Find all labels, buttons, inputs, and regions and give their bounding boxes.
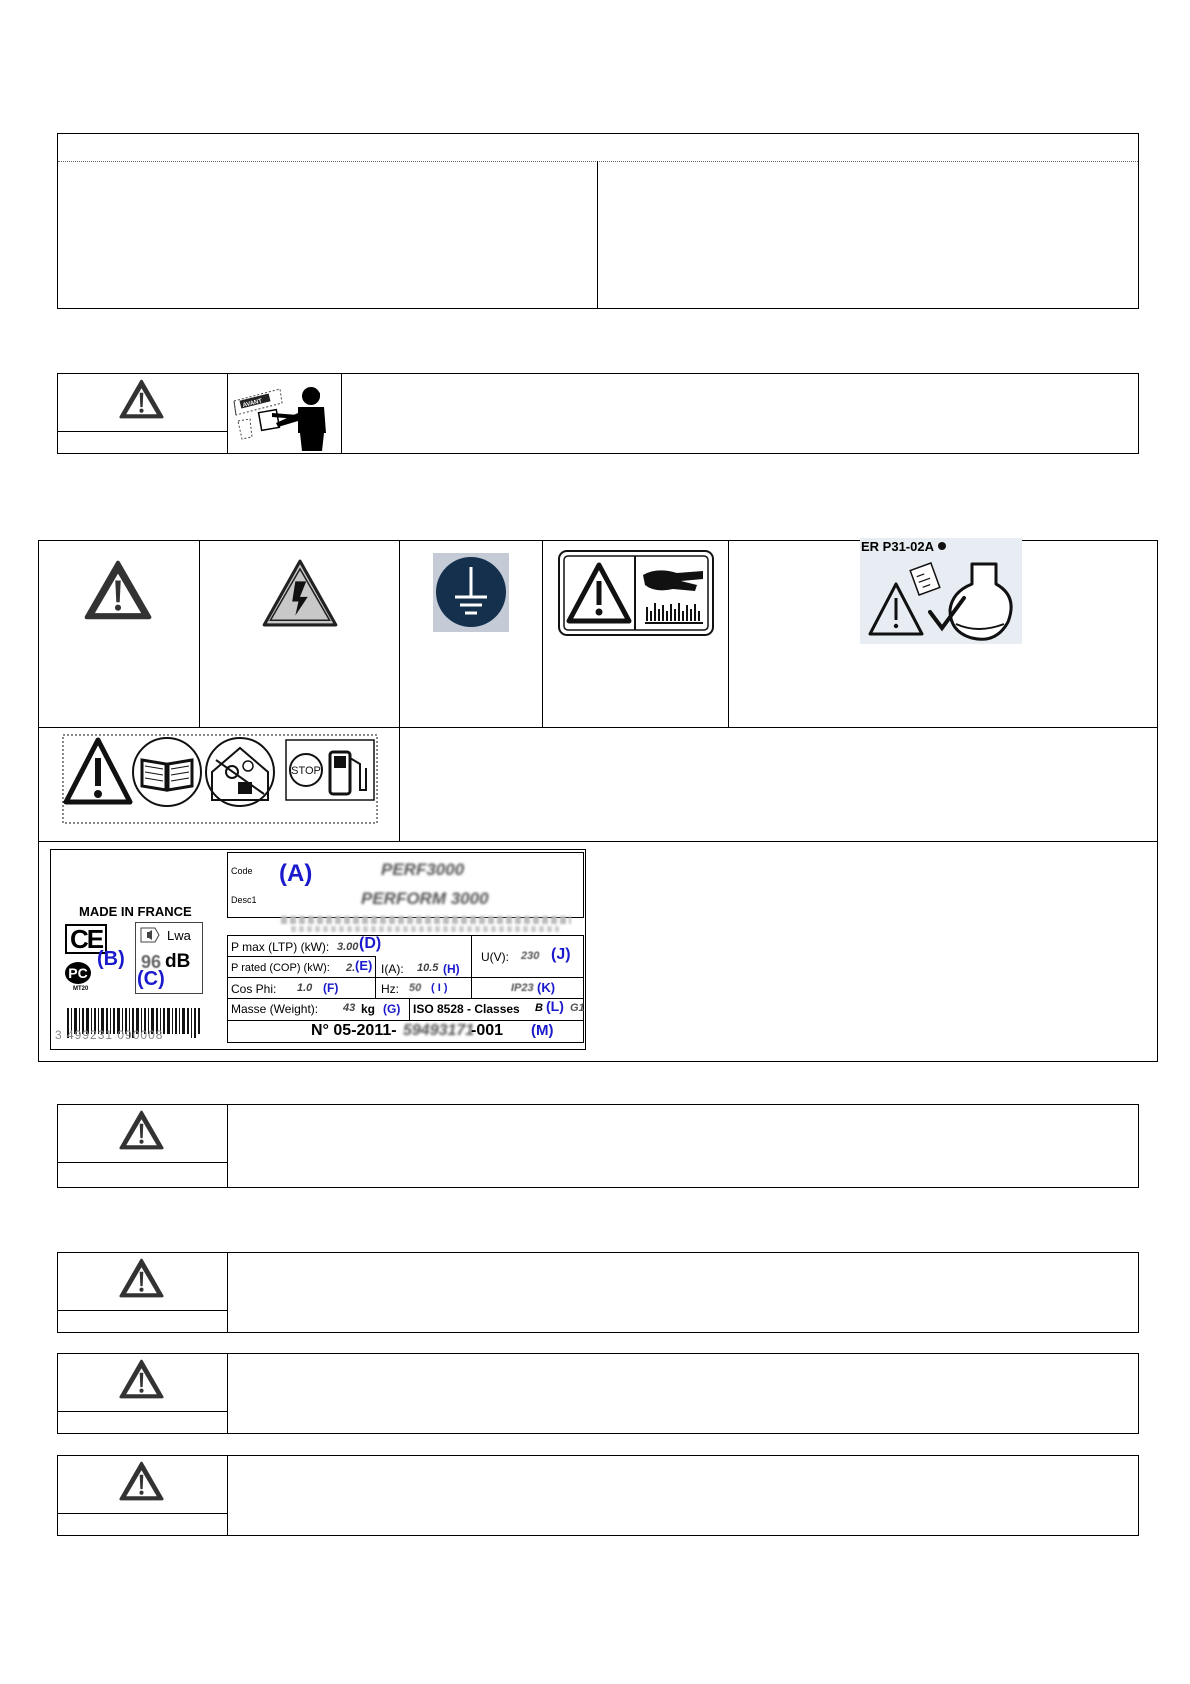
warning-row xyxy=(57,1353,1139,1434)
eac-sub-label: MT20 xyxy=(73,986,89,992)
cosphi-value: 1.0 xyxy=(297,982,313,994)
code-label: Code xyxy=(231,866,253,876)
marker-J: (J) xyxy=(551,946,571,963)
desc-label: Desc1 xyxy=(231,895,257,905)
iso-label: ISO 8528 - Classes xyxy=(413,1002,520,1016)
serial-value: 59493171 xyxy=(403,1022,475,1039)
marker-A: (A) xyxy=(279,860,313,887)
marker-C: (C) xyxy=(137,968,165,990)
lwa-label: Lwa xyxy=(167,928,191,943)
sound-power-icon xyxy=(139,926,161,944)
voltage-value: 230 xyxy=(521,950,540,962)
marker-E: (E) xyxy=(355,958,373,973)
refuel-label xyxy=(860,538,1022,644)
serial-prefix: N° 05-2011- xyxy=(311,1022,397,1039)
ce-mark: CE xyxy=(65,924,107,954)
warning-triangle-icon xyxy=(119,379,164,419)
multi-pictogram-strip xyxy=(62,734,378,824)
warning-triangle-icon xyxy=(84,560,152,620)
code-value: PERF3000 xyxy=(381,860,465,879)
warning-triangle-icon xyxy=(119,1461,164,1501)
marker-K: (K) xyxy=(537,980,556,995)
header-table xyxy=(57,133,1139,309)
marker-I: ( I ) xyxy=(431,982,448,994)
header-column-divider xyxy=(597,161,598,309)
svg-text:AVANT: AVANT xyxy=(242,398,263,409)
hz-label: Hz: xyxy=(381,982,399,996)
refuel-warning-icon xyxy=(860,538,1022,644)
plate-blurred-address xyxy=(281,916,571,924)
marker-H: (H) xyxy=(443,962,460,976)
electric-hazard-icon xyxy=(261,558,339,628)
read-manual-operator-icon xyxy=(232,385,338,451)
manual-warning-row xyxy=(57,373,1139,454)
marker-D: (D) xyxy=(359,935,382,952)
svg-text:STOP: STOP xyxy=(291,765,321,777)
refuel-label-code: ER P31-02A xyxy=(861,539,934,554)
iso-value: B xyxy=(535,1002,543,1014)
weight-label: Masse (Weight): xyxy=(231,1002,319,1016)
weight-value: 43 xyxy=(343,1002,356,1014)
noise-unit: dB xyxy=(165,951,191,972)
current-label: I(A): xyxy=(381,962,404,976)
desc-value: PERFORM 3000 xyxy=(361,889,489,908)
weight-unit: kg xyxy=(361,1002,376,1016)
warning-row xyxy=(57,1104,1139,1188)
marker-F: (F) xyxy=(323,981,339,995)
cosphi-label: Cos Phi: xyxy=(231,982,277,996)
earth-ground-icon xyxy=(433,553,509,632)
prated-label: P rated (COP) (kW): xyxy=(231,962,330,974)
barcode-number: 3 499231 090008 xyxy=(55,1028,164,1042)
iso-tail: G1 xyxy=(570,1002,585,1014)
prated-value: 2. xyxy=(346,962,356,974)
warning-row xyxy=(57,1252,1139,1333)
made-in-label: MADE IN FRANCE xyxy=(79,904,192,919)
hz-value: 50 xyxy=(409,982,422,994)
rating-plate xyxy=(50,849,586,1050)
pmax-label: P max (LTP) (kW): xyxy=(231,940,330,954)
marker-B: (B) xyxy=(97,948,125,970)
current-value: 10.5 xyxy=(417,962,439,974)
voltage-label: U(V): xyxy=(481,950,509,964)
marker-L: (L) xyxy=(546,998,564,1014)
pmax-value: 3.00 xyxy=(337,941,359,953)
marker-G: (G) xyxy=(383,1002,401,1016)
ip-value: IP23 xyxy=(511,982,534,994)
hot-surface-icon xyxy=(557,549,715,637)
warning-triangle-icon xyxy=(119,1258,164,1298)
eac-mark: PC xyxy=(65,962,91,984)
warning-triangle-icon xyxy=(119,1359,164,1399)
warning-triangle-icon xyxy=(119,1110,164,1150)
marker-M: (M) xyxy=(531,1022,554,1039)
noise-value: 96 xyxy=(141,952,162,972)
warning-row xyxy=(57,1455,1139,1536)
serial-suffix: -001 xyxy=(471,1022,504,1039)
header-divider xyxy=(58,161,1138,162)
plate-blurred-address-2 xyxy=(291,926,559,932)
